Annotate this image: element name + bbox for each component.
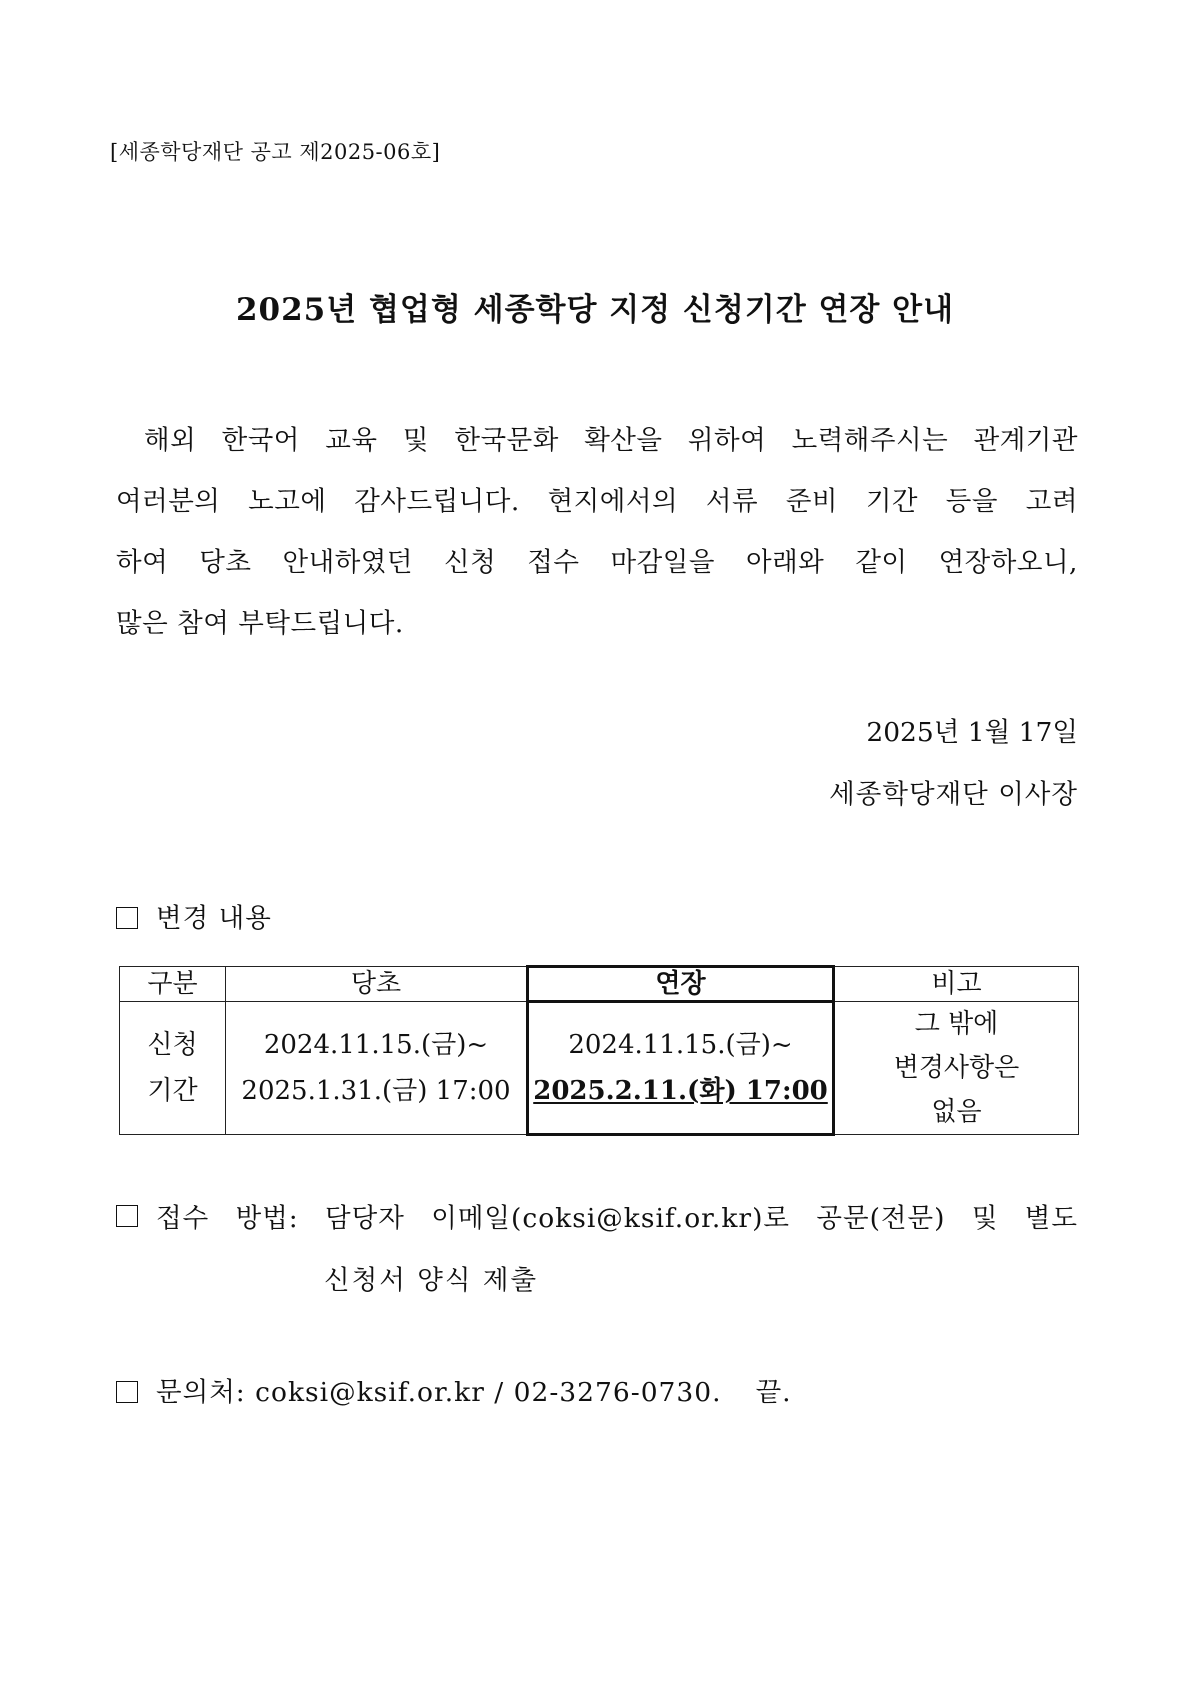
cell-line: 2024.11.15.(금)~ — [568, 1030, 793, 1060]
body-line: 많은 참여 부탁드립니다. — [116, 608, 404, 639]
method-section — [116, 1196, 1078, 1235]
header-extended: 연장 — [528, 967, 834, 1002]
body-line: 하여 당초 안내하였던 신청 접수 마감일을 아래와 같이 연장하오니, — [116, 547, 1078, 578]
empty-square-icon — [116, 1381, 138, 1403]
issuer: 세종학당재단 이사장 — [829, 779, 1078, 810]
header-note: 비고 — [834, 967, 1079, 1002]
empty-square-icon — [116, 1205, 138, 1227]
cell-line: 그 밖에 — [914, 1009, 999, 1039]
notice-number: [세종학당재단 공고 제2025-06호] — [110, 140, 441, 164]
cell-line: 2024.11.15.(금)~ — [263, 1030, 489, 1060]
cell-line: 변경사항은 — [893, 1053, 1020, 1083]
contact-text: 문의처: coksi@ksif.or.kr / 02-3276-0730. — [156, 1377, 722, 1408]
changes-table — [119, 965, 1079, 1136]
body-paragraph — [116, 410, 1078, 654]
changes-heading-text: 변경 내용 — [156, 903, 272, 934]
body-line: 여러분의 노고에 감사드립니다. 현지에서의 서류 준비 기간 등을 고려 — [116, 486, 1078, 517]
header-original: 당초 — [226, 967, 528, 1002]
issue-date: 2025년 1월 17일 — [866, 717, 1078, 748]
table-header-row — [120, 967, 1079, 1002]
cell-line: 2025.1.31.(금) 17:00 — [241, 1076, 511, 1106]
cell-line: 없음 — [931, 1097, 982, 1127]
document-title: 2025년 협업형 세종학당 지정 신청기간 연장 안내 — [235, 292, 955, 328]
cell-note — [834, 1002, 1079, 1135]
cell-original — [226, 1002, 528, 1135]
empty-square-icon — [116, 907, 138, 929]
cell-line: 기간 — [147, 1076, 198, 1106]
method-line-continued: 신청서 양식 제출 — [324, 1265, 539, 1296]
end-mark: 끝. — [755, 1377, 792, 1408]
extended-deadline: 2025.2.11.(화) 17:00 — [533, 1076, 828, 1106]
cell-line: 신청 — [147, 1030, 198, 1060]
contact-section — [116, 1370, 792, 1409]
cell-extended — [528, 1002, 834, 1135]
table-row — [120, 1002, 1079, 1135]
header-category: 구분 — [120, 967, 226, 1002]
cell-category — [120, 1002, 226, 1135]
body-line: 해외 한국어 교육 및 한국문화 확산을 위하여 노력해주시는 관계기관 — [144, 425, 1078, 456]
method-line: 접수 방법: 담당자 이메일(coksi@ksif.or.kr)로 공문(전문) 및 별도 — [156, 1203, 1078, 1234]
changes-heading — [116, 896, 272, 935]
